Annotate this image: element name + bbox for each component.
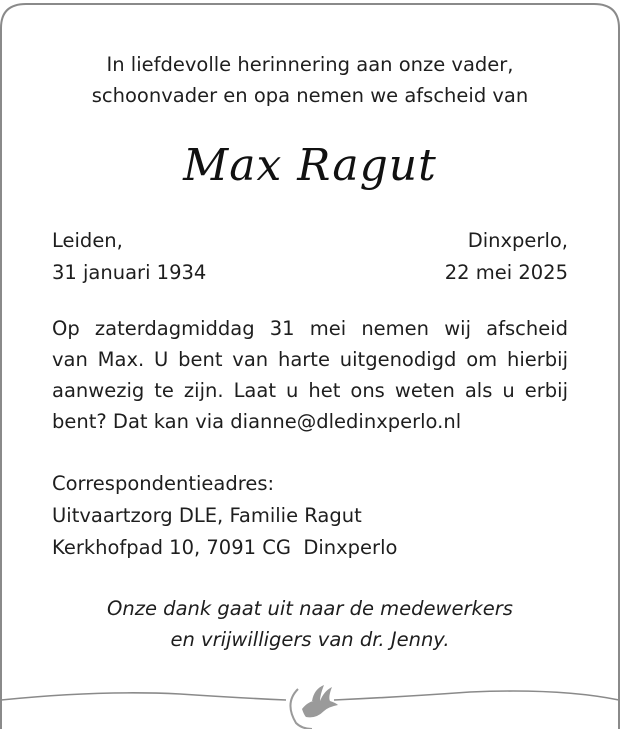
death-date: 22 mei 2025 (444, 261, 568, 284)
message-line-1: Op zaterdagmiddag 31 mei nemen wij afscheid (52, 317, 568, 340)
intro-line-2: schoonvader en opa nemen we afscheid van (91, 84, 529, 107)
thanks-line-1: Onze dank gaat uit naar de medewerkers (107, 597, 513, 620)
birth-date: 31 januari 1934 (52, 261, 207, 284)
birth-info (52, 225, 206, 289)
intro-line-1: In liefdevolle herinnering aan onze vader, (106, 53, 514, 76)
intro-text (0, 49, 620, 111)
message-line-2: van Max. U bent van harte uitgenodigd om hierbij (52, 348, 568, 371)
dove-icon (290, 685, 338, 729)
bottom-wave-right (334, 691, 619, 700)
correspondence-address (52, 468, 397, 564)
deceased-name: Max Ragut (183, 140, 437, 191)
message-line-3: aanwezig te zijn. Laat u het ons weten als u erbij (52, 379, 568, 402)
address-line-1: Uitvaartzorg DLE, Familie Ragut (52, 504, 362, 527)
death-place: Dinxperlo, (467, 229, 568, 252)
birth-place: Leiden, (52, 229, 123, 252)
death-info (445, 225, 568, 289)
message-paragraph (52, 313, 568, 437)
address-line-2: Kerkhofpad 10, 7091 CG Dinxperlo (52, 536, 398, 559)
message-line-4: bent? Dat kan via dianne@dledinxperlo.nl (52, 410, 462, 433)
address-heading: Correspondentieadres: (52, 472, 275, 495)
thanks-text (0, 593, 620, 655)
thanks-line-2: en vrijwilligers van dr. Jenny. (170, 628, 450, 651)
bottom-wave-left (1, 693, 286, 700)
